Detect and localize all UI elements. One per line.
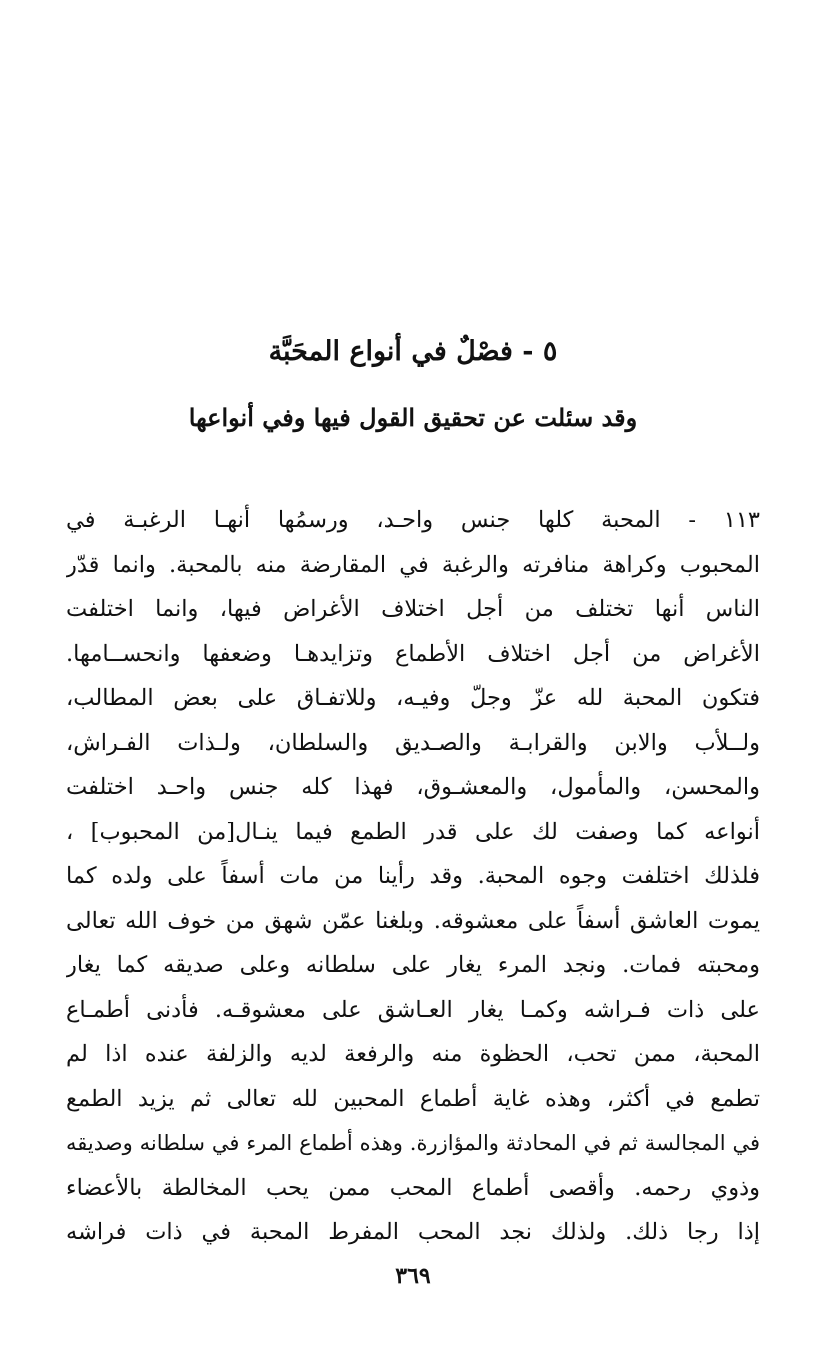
text-line: في المجالسة ثم في المحادثة والمؤازرة. وهذه أطماع المرء في سلطانه وصديقه [66, 1131, 760, 1155]
text-line: المحبة، ممن تحب، الحظوة منه والرفعة لديه والزلفة عنده اذا لم [66, 1041, 760, 1067]
text-line: على ذات فـراشه وكمـا يغار العـاشق على معشوقـه. فأدنى أطمـاع [66, 996, 760, 1023]
text-line: الناس أنها تختلف من أجل اختلاف الأغراض فيها، وانما اختلفت [66, 596, 760, 622]
body-paragraph [66, 498, 760, 1255]
text-line: تطمع في أكثر، وهذه غاية أطماع المحبين لله تعالى ثم يزيد الطمع [66, 1085, 760, 1112]
text-line: أنواعه كما وصفت لك على قدر الطمع فيما ينـال[من المحبوب] ، [66, 818, 760, 845]
section-subheading: وقد سئلت عن تحقيق القول فيها وفي أنواعها [188, 403, 638, 432]
text-line: فلذلك اختلفت وجوه المحبة. وقد رأينا من مات أسفاً على ولده كما [66, 863, 760, 889]
text-line: الأغراض من أجل اختلاف الأطماع وتزايدهـا وضعفها وانحســامها. [66, 640, 760, 667]
text-line: ولــلأب والابن والقرابـة والصـديق والسلطان، ولـذات الفـراش، [66, 729, 760, 756]
text-line: المحبوب وكراهة منافرته والرغبة في المقارضة منه بالمحبة. وانما قدّر [66, 551, 760, 578]
section-heading: ٥ - فصْلٌ في أنواع المحَبَّة [268, 336, 558, 367]
text-line: فتكون المحبة لله عزّ وجلّ وفيـه، وللاتفـاق على بعض المطالب، [66, 685, 760, 711]
text-line: والمحسن، والمأمول، والمعشـوق، فهذا كله جنس واحـد اختلفت [66, 774, 760, 800]
text-line: ١١٣ - المحبة كلها جنس واحـد، ورسمُها أنهـا الرغبـة في [66, 507, 760, 533]
text-line: إذا رجا ذلك. ولذلك نجد المحب المفرط المحبة في ذات فراشه [66, 1219, 760, 1245]
text-line: وذوي رحمه. وأقصى أطماع المحب ممن يحب المخالطة بالأعضاء [66, 1174, 760, 1201]
text-line: ومحبته فمات. ونجد المرء يغار على سلطانه وعلى صديقه كما يغار [66, 952, 760, 978]
text-line: يموت العاشق أسفاً على معشوقه. وبلغنا عمّن شهق من خوف الله تعالى [66, 907, 760, 934]
page-number: ٣٦٩ [395, 1263, 431, 1289]
